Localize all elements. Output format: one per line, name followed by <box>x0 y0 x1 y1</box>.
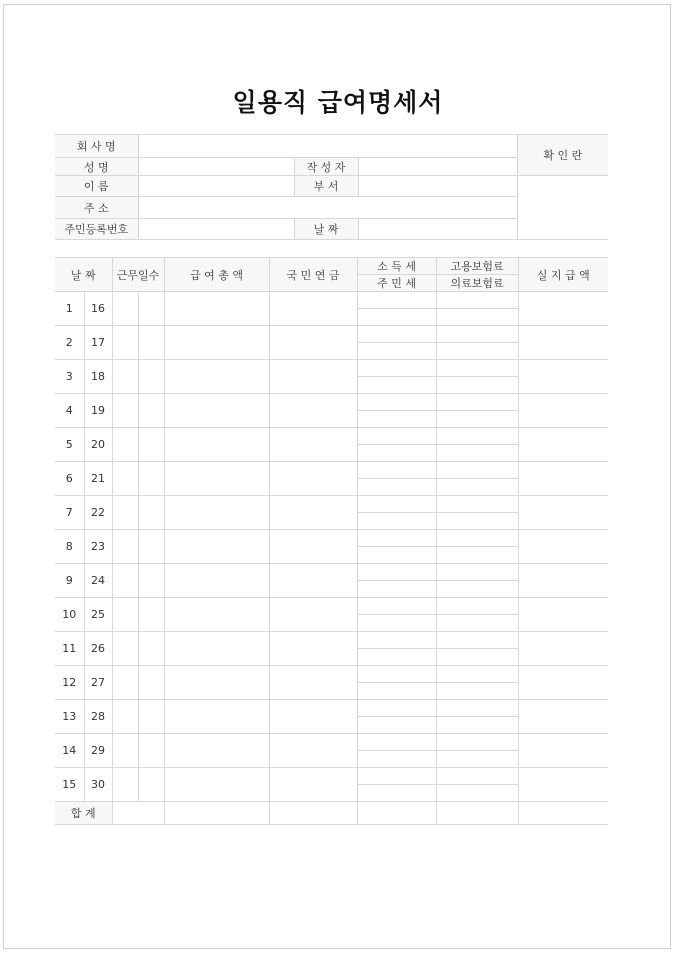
employment-insurance-cell[interactable] <box>436 360 518 377</box>
writer-label: 작 성 자 <box>294 158 358 176</box>
day-number: 4 <box>55 394 84 428</box>
header-date: 날 짜 <box>55 258 112 292</box>
total-net-pay[interactable] <box>518 802 608 825</box>
day-number: 12 <box>55 666 84 700</box>
day-number: 9 <box>55 564 84 598</box>
employment-insurance-cell[interactable] <box>436 428 518 445</box>
net-pay-cell[interactable] <box>518 598 608 632</box>
pension-cell[interactable] <box>269 428 357 462</box>
net-pay-cell[interactable] <box>518 734 608 768</box>
table-row <box>55 360 608 377</box>
resident-tax-cell[interactable] <box>357 751 436 768</box>
day-number: 23 <box>84 530 112 564</box>
workdays-cell[interactable] <box>138 530 164 564</box>
company-field[interactable] <box>138 135 517 158</box>
resident-tax-cell[interactable] <box>357 649 436 666</box>
pension-cell[interactable] <box>269 734 357 768</box>
table-row <box>55 666 608 683</box>
payroll-table <box>55 257 608 825</box>
workdays-cell[interactable] <box>138 734 164 768</box>
day-number: 11 <box>55 632 84 666</box>
rrn-label: 주민등록번호 <box>55 219 138 240</box>
day-number: 28 <box>84 700 112 734</box>
dept-field[interactable] <box>358 176 517 197</box>
employment-insurance-cell[interactable] <box>436 462 518 479</box>
table-row <box>55 564 608 581</box>
company-label: 회 사 명 <box>55 135 138 158</box>
gross-cell[interactable] <box>164 462 269 496</box>
employment-insurance-cell[interactable] <box>436 326 518 343</box>
day-number: 2 <box>55 326 84 360</box>
person-label: 이 름 <box>55 176 138 197</box>
gross-cell[interactable] <box>164 496 269 530</box>
gross-cell[interactable] <box>164 598 269 632</box>
income-tax-cell[interactable] <box>357 462 436 479</box>
table-row <box>55 700 608 717</box>
employment-insurance-cell[interactable] <box>436 564 518 581</box>
workdays-cell[interactable] <box>138 326 164 360</box>
pension-cell[interactable] <box>269 496 357 530</box>
health-insurance-cell[interactable] <box>436 445 518 462</box>
workdays-cell[interactable] <box>138 292 164 326</box>
resident-tax-cell[interactable] <box>357 377 436 394</box>
workdays-cell[interactable] <box>112 292 138 326</box>
date-label: 날 짜 <box>294 219 358 240</box>
resident-tax-cell[interactable] <box>357 615 436 632</box>
resident-tax-cell[interactable] <box>357 445 436 462</box>
table-row <box>55 530 608 547</box>
resident-tax-cell[interactable] <box>357 683 436 700</box>
total-insurance[interactable] <box>436 802 518 825</box>
resident-tax-cell[interactable] <box>357 547 436 564</box>
rrn-field[interactable] <box>138 219 294 240</box>
name-field[interactable] <box>138 158 294 176</box>
net-pay-cell[interactable] <box>518 394 608 428</box>
workdays-cell[interactable] <box>138 598 164 632</box>
day-number: 1 <box>55 292 84 326</box>
workdays-cell[interactable] <box>138 462 164 496</box>
employment-insurance-cell[interactable] <box>436 394 518 411</box>
table-row <box>55 394 608 411</box>
workdays-cell[interactable] <box>138 428 164 462</box>
table-row <box>55 326 608 343</box>
employment-insurance-cell[interactable] <box>436 700 518 717</box>
health-insurance-cell[interactable] <box>436 411 518 428</box>
resident-tax-cell[interactable] <box>357 309 436 326</box>
person-field[interactable] <box>138 176 294 197</box>
gross-cell[interactable] <box>164 394 269 428</box>
gross-cell[interactable] <box>164 768 269 802</box>
total-gross[interactable] <box>164 802 269 825</box>
resident-tax-cell[interactable] <box>357 343 436 360</box>
net-pay-cell[interactable] <box>518 462 608 496</box>
resident-tax-cell[interactable] <box>357 513 436 530</box>
pension-cell[interactable] <box>269 564 357 598</box>
health-insurance-cell[interactable] <box>436 343 518 360</box>
employment-insurance-cell[interactable] <box>436 734 518 751</box>
total-income-tax[interactable] <box>357 802 436 825</box>
header-net-pay: 실 지 급 액 <box>518 258 608 292</box>
workdays-cell[interactable] <box>138 666 164 700</box>
workdays-cell[interactable] <box>138 632 164 666</box>
net-pay-cell[interactable] <box>518 326 608 360</box>
health-insurance-cell[interactable] <box>436 377 518 394</box>
pension-cell[interactable] <box>269 394 357 428</box>
income-tax-cell[interactable] <box>357 734 436 751</box>
gross-cell[interactable] <box>164 564 269 598</box>
income-tax-cell[interactable] <box>357 496 436 513</box>
net-pay-cell[interactable] <box>518 700 608 734</box>
gross-cell[interactable] <box>164 734 269 768</box>
income-tax-cell[interactable] <box>357 700 436 717</box>
total-pension[interactable] <box>269 802 357 825</box>
workdays-cell[interactable] <box>112 360 138 394</box>
gross-cell[interactable] <box>164 292 269 326</box>
workdays-cell[interactable] <box>112 530 138 564</box>
net-pay-cell[interactable] <box>518 360 608 394</box>
pension-cell[interactable] <box>269 360 357 394</box>
employment-insurance-cell[interactable] <box>436 598 518 615</box>
header-employment-insurance: 고용보험료 <box>436 258 518 275</box>
date-field[interactable] <box>358 219 517 240</box>
employment-insurance-cell[interactable] <box>436 768 518 785</box>
income-tax-cell[interactable] <box>357 564 436 581</box>
health-insurance-cell[interactable] <box>436 785 518 802</box>
income-tax-cell[interactable] <box>357 428 436 445</box>
total-workdays[interactable] <box>112 802 164 825</box>
day-number: 19 <box>84 394 112 428</box>
address-field[interactable] <box>138 197 517 219</box>
pension-cell[interactable] <box>269 530 357 564</box>
workdays-cell[interactable] <box>138 564 164 598</box>
health-insurance-cell[interactable] <box>436 513 518 530</box>
income-tax-cell[interactable] <box>357 632 436 649</box>
confirm-label: 확 인 란 <box>517 135 608 176</box>
income-tax-cell[interactable] <box>357 326 436 343</box>
day-number: 8 <box>55 530 84 564</box>
workdays-cell[interactable] <box>112 326 138 360</box>
header-gross: 급 여 총 액 <box>164 258 269 292</box>
day-number: 17 <box>84 326 112 360</box>
gross-cell[interactable] <box>164 326 269 360</box>
net-pay-cell[interactable] <box>518 530 608 564</box>
pension-cell[interactable] <box>269 666 357 700</box>
net-pay-cell[interactable] <box>518 666 608 700</box>
gross-cell[interactable] <box>164 700 269 734</box>
income-tax-cell[interactable] <box>357 768 436 785</box>
day-number: 13 <box>55 700 84 734</box>
workdays-cell[interactable] <box>112 632 138 666</box>
gross-cell[interactable] <box>164 632 269 666</box>
income-tax-cell[interactable] <box>357 360 436 377</box>
day-number: 15 <box>55 768 84 802</box>
employment-insurance-cell[interactable] <box>436 666 518 683</box>
header-workdays: 근무일수 <box>112 258 164 292</box>
income-tax-cell[interactable] <box>357 666 436 683</box>
header-health-insurance: 의료보험료 <box>436 275 518 292</box>
day-number: 18 <box>84 360 112 394</box>
workdays-cell[interactable] <box>112 394 138 428</box>
health-insurance-cell[interactable] <box>436 615 518 632</box>
health-insurance-cell[interactable] <box>436 309 518 326</box>
workdays-cell[interactable] <box>112 734 138 768</box>
income-tax-cell[interactable] <box>357 394 436 411</box>
day-number: 22 <box>84 496 112 530</box>
header-pension: 국 민 연 금 <box>269 258 357 292</box>
health-insurance-cell[interactable] <box>436 649 518 666</box>
pension-cell[interactable] <box>269 598 357 632</box>
table-row <box>55 598 608 615</box>
health-insurance-cell[interactable] <box>436 751 518 768</box>
resident-tax-cell[interactable] <box>357 479 436 496</box>
day-number: 3 <box>55 360 84 394</box>
day-number: 26 <box>84 632 112 666</box>
pension-cell[interactable] <box>269 292 357 326</box>
day-number: 6 <box>55 462 84 496</box>
address-label: 주 소 <box>55 197 138 219</box>
total-row <box>55 802 608 825</box>
workdays-cell[interactable] <box>138 768 164 802</box>
table-row <box>55 768 608 785</box>
table-row <box>55 632 608 649</box>
day-number: 29 <box>84 734 112 768</box>
day-number: 27 <box>84 666 112 700</box>
workdays-cell[interactable] <box>112 496 138 530</box>
table-row <box>55 496 608 513</box>
pension-cell[interactable] <box>269 768 357 802</box>
day-number: 5 <box>55 428 84 462</box>
employment-insurance-cell[interactable] <box>436 292 518 309</box>
pension-cell[interactable] <box>269 326 357 360</box>
workdays-cell[interactable] <box>138 496 164 530</box>
net-pay-cell[interactable] <box>518 768 608 802</box>
day-number: 14 <box>55 734 84 768</box>
pension-cell[interactable] <box>269 700 357 734</box>
table-row <box>55 462 608 479</box>
total-label: 합 계 <box>55 802 112 825</box>
document-title: 일용직 급여명세서 <box>232 88 444 117</box>
income-tax-cell[interactable] <box>357 292 436 309</box>
resident-tax-cell[interactable] <box>357 411 436 428</box>
day-number: 20 <box>84 428 112 462</box>
dept-label: 부 서 <box>294 176 358 197</box>
workdays-cell[interactable] <box>112 700 138 734</box>
health-insurance-cell[interactable] <box>436 683 518 700</box>
employment-insurance-cell[interactable] <box>436 632 518 649</box>
net-pay-cell[interactable] <box>518 428 608 462</box>
income-tax-cell[interactable] <box>357 530 436 547</box>
net-pay-cell[interactable] <box>518 564 608 598</box>
health-insurance-cell[interactable] <box>436 547 518 564</box>
employment-insurance-cell[interactable] <box>436 496 518 513</box>
resident-tax-cell[interactable] <box>357 581 436 598</box>
day-number: 25 <box>84 598 112 632</box>
net-pay-cell[interactable] <box>518 496 608 530</box>
day-number: 10 <box>55 598 84 632</box>
workdays-cell[interactable] <box>138 394 164 428</box>
employee-info-table <box>55 134 608 240</box>
header-resident-tax: 주 민 세 <box>357 275 436 292</box>
table-row <box>55 292 608 309</box>
workdays-cell[interactable] <box>112 768 138 802</box>
health-insurance-cell[interactable] <box>436 581 518 598</box>
gross-cell[interactable] <box>164 428 269 462</box>
resident-tax-cell[interactable] <box>357 717 436 734</box>
table-row <box>55 734 608 751</box>
day-number: 16 <box>84 292 112 326</box>
gross-cell[interactable] <box>164 360 269 394</box>
gross-cell[interactable] <box>164 530 269 564</box>
income-tax-cell[interactable] <box>357 598 436 615</box>
day-number: 7 <box>55 496 84 530</box>
workdays-cell[interactable] <box>112 428 138 462</box>
workdays-cell[interactable] <box>112 564 138 598</box>
resident-tax-cell[interactable] <box>357 785 436 802</box>
pension-cell[interactable] <box>269 632 357 666</box>
table-row <box>55 428 608 445</box>
net-pay-cell[interactable] <box>518 632 608 666</box>
pension-cell[interactable] <box>269 462 357 496</box>
workdays-cell[interactable] <box>138 360 164 394</box>
day-number: 24 <box>84 564 112 598</box>
gross-cell[interactable] <box>164 666 269 700</box>
day-number: 30 <box>84 768 112 802</box>
net-pay-cell[interactable] <box>518 292 608 326</box>
workdays-cell[interactable] <box>112 462 138 496</box>
workdays-cell[interactable] <box>138 700 164 734</box>
day-number: 21 <box>84 462 112 496</box>
writer-field[interactable] <box>358 158 517 176</box>
name-label: 성 명 <box>55 158 138 176</box>
workdays-cell[interactable] <box>112 598 138 632</box>
employment-insurance-cell[interactable] <box>436 530 518 547</box>
workdays-cell[interactable] <box>112 666 138 700</box>
header-income-tax: 소 득 세 <box>357 258 436 275</box>
confirm-field[interactable] <box>517 176 608 240</box>
health-insurance-cell[interactable] <box>436 717 518 734</box>
health-insurance-cell[interactable] <box>436 479 518 496</box>
